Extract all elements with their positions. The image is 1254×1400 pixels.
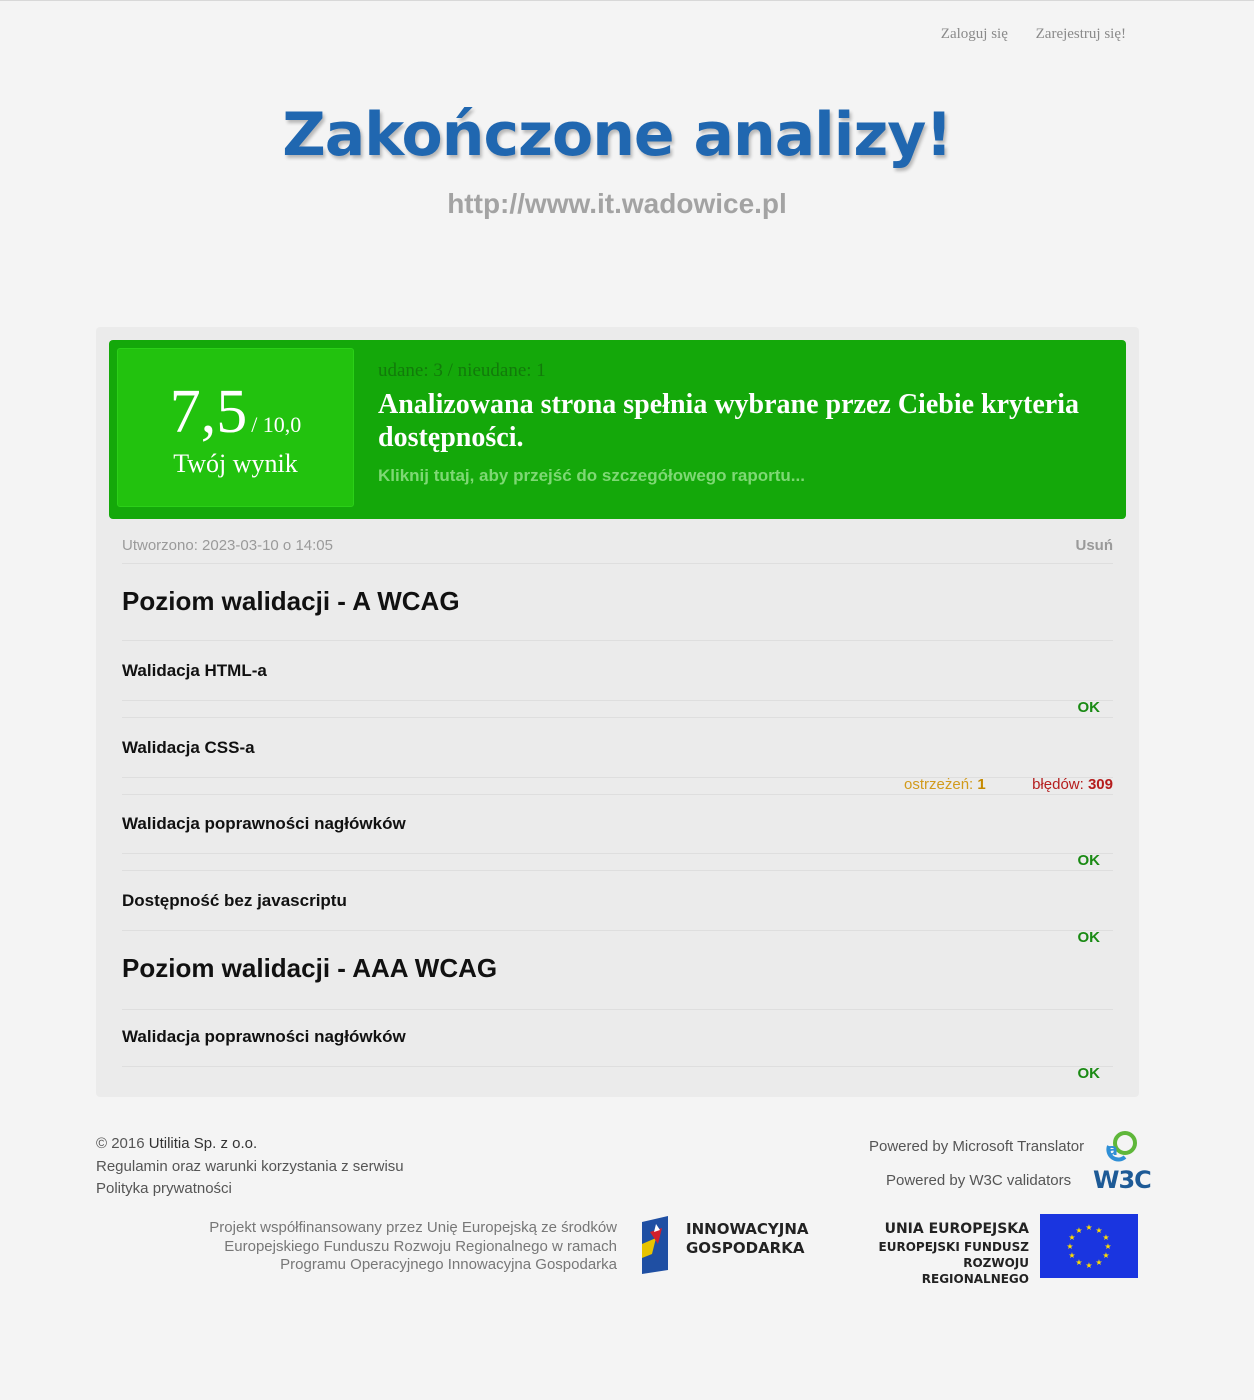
divider: [122, 563, 1113, 564]
status-ok: OK: [1077, 1065, 1100, 1082]
status-ok: OK: [1077, 699, 1100, 716]
status-ok: OK: [1077, 852, 1100, 869]
divider: [122, 853, 1113, 854]
section-title-a: Poziom walidacji - A WCAG: [122, 586, 460, 616]
result-message: Analizowana strona spełnia wybrane przez Ciebie kryteria dostępności.: [378, 389, 1079, 453]
divider: [122, 930, 1113, 931]
divider: [122, 717, 1113, 718]
top-links: [917, 26, 1126, 43]
svg-text:★: ★: [1095, 1226, 1103, 1235]
svg-text:★: ★: [1068, 1251, 1076, 1260]
divider: [122, 640, 1113, 641]
score: [118, 377, 353, 448]
divider: [122, 794, 1113, 795]
svg-text:★: ★: [1104, 1242, 1112, 1251]
check-css: Walidacja CSS-a: [122, 738, 255, 757]
errors-count: 309: [1087, 776, 1113, 793]
eu-line: ROZWOJU REGIONALNEGO: [921, 1256, 1029, 1286]
score-value: 7,5: [169, 378, 248, 446]
result-banner[interactable]: [109, 340, 1126, 519]
ig-line: INNOWACYJNA: [686, 1220, 809, 1238]
funding-line: Programu Operacyjnego Innowacyjna Gospodarka: [280, 1256, 617, 1273]
detail-report-link[interactable]: Kliknij tutaj, aby przejść do szczegółowego raportu...: [378, 466, 805, 485]
divider: [122, 1066, 1113, 1067]
check-headings: Walidacja poprawności nagłówków: [122, 814, 406, 833]
innowacyjna-gospodarka-logo-icon: [638, 1214, 672, 1281]
top-border: [0, 0, 1254, 1]
copyright: [96, 1133, 404, 1156]
css-warnings: [904, 776, 986, 793]
analysis-panel: [96, 327, 1139, 1097]
w3c-logo-icon: W3C: [1093, 1166, 1151, 1194]
status-ok: OK: [1077, 929, 1100, 946]
eu-fund-text: [858, 1220, 1029, 1287]
check-html: Walidacja HTML-a: [122, 661, 267, 680]
terms-link[interactable]: Regulamin oraz warunki korzystania z serwisu: [96, 1157, 404, 1175]
divider: [122, 870, 1113, 871]
translator-icon: [1105, 1130, 1141, 1167]
project-funding-text: [150, 1219, 617, 1275]
warnings-count: 1: [977, 776, 986, 793]
w3c-credit: Powered by W3C validators: [886, 1172, 1072, 1189]
css-errors: [1032, 776, 1113, 793]
check-headings-aaa: Walidacja poprawności nagłówków: [122, 1027, 406, 1046]
funding-line: Europejskiego Funduszu Rozwoju Regionalnego w ramach: [224, 1237, 617, 1255]
company-link[interactable]: Utilitia Sp. z o.o.: [148, 1135, 258, 1152]
divider: [122, 1009, 1113, 1010]
register-link[interactable]: Zarejestruj się!: [1035, 26, 1126, 42]
score-max: / 10,0: [251, 412, 302, 437]
svg-text:★: ★: [1068, 1233, 1076, 1242]
copyright-year: © 2016: [96, 1135, 145, 1152]
check-no-javascript: Dostępność bez javascriptu: [122, 891, 347, 910]
privacy-link[interactable]: Polityka prywatności: [96, 1180, 232, 1197]
warnings-label: ostrzeżeń:: [904, 776, 974, 793]
svg-text:★: ★: [1102, 1251, 1110, 1260]
svg-text:★: ★: [1075, 1258, 1083, 1267]
errors-label: błędów:: [1032, 776, 1084, 793]
funding-line: Projekt współfinansowany przez Unię Europejską ze środków: [209, 1219, 617, 1236]
eu-line: EUROPEJSKI FUNDUSZ: [878, 1240, 1029, 1254]
divider: [122, 700, 1113, 701]
svg-text:★: ★: [1102, 1233, 1110, 1242]
svg-text:★: ★: [1075, 1226, 1083, 1235]
svg-text:★: ★: [1066, 1242, 1074, 1251]
score-label: Twój wynik: [173, 449, 298, 478]
svg-text:a: a: [1107, 1140, 1118, 1159]
pass-fail-counts: udane: 3 / nieudane: 1: [378, 360, 546, 381]
svg-text:★: ★: [1085, 1261, 1093, 1270]
eu-flag-icon: [1040, 1214, 1138, 1283]
ig-line: GOSPODARKA: [686, 1239, 805, 1257]
footer-links: [96, 1133, 404, 1201]
svg-text:★: ★: [1095, 1258, 1103, 1267]
eu-line: UNIA EUROPEJSKA: [884, 1221, 1029, 1237]
analyzed-url: http://www.it.wadowice.pl: [447, 188, 787, 219]
page-title: Zakończone analizy!: [282, 100, 952, 170]
login-link[interactable]: Zaloguj się: [940, 26, 1008, 42]
delete-link[interactable]: Usuń: [1075, 537, 1113, 554]
ms-translator-credit: Powered by Microsoft Translator: [869, 1138, 1085, 1155]
innowacyjna-gospodarka-text: [686, 1220, 809, 1258]
created-date: Utworzono: 2023-03-10 o 14:05: [122, 537, 333, 554]
svg-text:★: ★: [1085, 1223, 1093, 1232]
score-box: [117, 348, 354, 507]
section-title-aaa: Poziom walidacji - AAA WCAG: [122, 953, 498, 983]
